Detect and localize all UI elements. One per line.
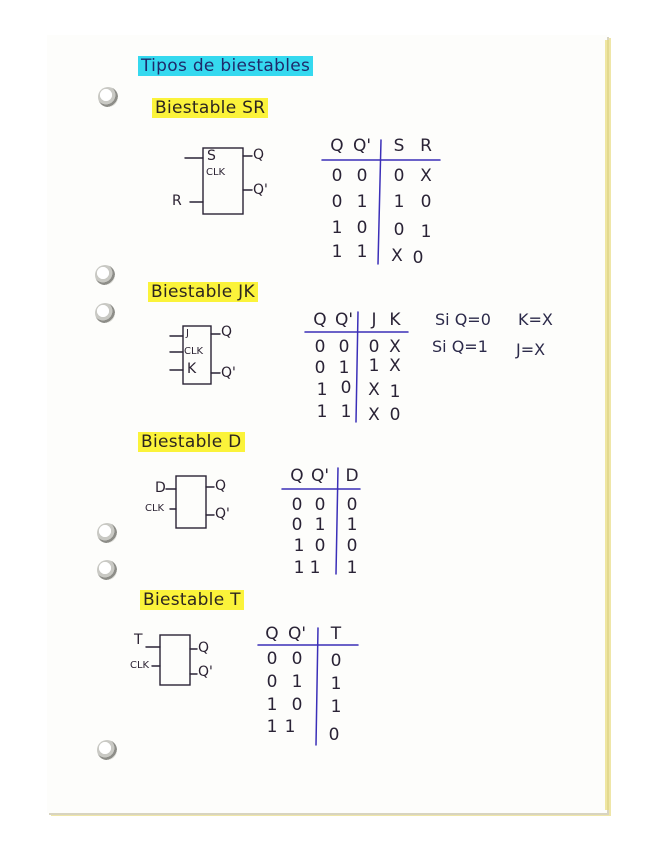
sr-cell: X [391, 246, 403, 266]
d-header: Q' [310, 466, 330, 486]
t-output-qn: Q' [198, 664, 213, 680]
sr-cell: 0 [331, 166, 343, 186]
d-flipflop-box [176, 476, 206, 528]
jk-cell: 1 [368, 356, 380, 376]
jk-cell: X [368, 405, 380, 425]
d-output-qn: Q' [215, 506, 230, 522]
sr-input-s: S [207, 148, 216, 164]
jk-cell: 1 [316, 380, 328, 400]
jk-header: Q [313, 310, 327, 330]
jk-header: J [371, 310, 377, 330]
sr-cell: 1 [331, 218, 343, 238]
sr-cell: 0 [356, 218, 368, 238]
t-flipflop-box [160, 635, 190, 685]
t-cell: 1 [266, 717, 278, 737]
section-title-sr: Biestable SR [152, 98, 268, 118]
jk-header: Q' [334, 310, 354, 330]
jk-cell: 0 [314, 358, 326, 378]
t-cell: 0 [330, 651, 342, 671]
jk-cell: 0 [389, 405, 401, 425]
jk-cell: 1 [338, 358, 350, 378]
sr-table-vline [378, 140, 381, 264]
jk-output-q: Q [221, 324, 233, 340]
jk-cell: 0 [340, 378, 352, 398]
d-cell: 1 [293, 536, 305, 556]
d-cell: 1 [346, 558, 358, 578]
d-cell: 0 [346, 536, 358, 556]
d-table-vline [336, 468, 338, 574]
sr-cell: 1 [356, 192, 368, 212]
jk-cell: 1 [316, 402, 328, 422]
d-cell: 0 [291, 495, 303, 515]
d-header: Q [290, 466, 304, 486]
t-cell: 0 [266, 672, 278, 692]
t-output-q: Q [198, 640, 210, 656]
d-cell: 0 [346, 495, 358, 515]
sr-cell: 0 [356, 166, 368, 186]
t-header: Q [265, 624, 279, 644]
sr-header: R [420, 136, 432, 156]
t-header: T [330, 624, 342, 644]
jk-note-cond: Si Q=1 [432, 337, 488, 356]
sr-cell: 0 [331, 192, 343, 212]
sr-cell: 0 [393, 220, 405, 240]
sr-header: S [393, 136, 405, 156]
sr-header: Q' [352, 136, 372, 156]
jk-note-cond: Si Q=0 [435, 310, 491, 329]
jk-cell: 0 [338, 337, 350, 357]
d-cell: 0 [314, 536, 326, 556]
jk-header: K [389, 310, 401, 330]
sr-input-clk: CLK [206, 167, 226, 178]
jk-cell: X [389, 356, 401, 376]
sr-cell: X [420, 166, 432, 186]
d-output-q: Q [215, 478, 227, 494]
sr-cell: 1 [420, 222, 432, 242]
page-title: Tipos de biestables [138, 56, 313, 76]
jk-cell: 1 [340, 402, 352, 422]
t-input-t: T [134, 632, 143, 648]
sr-cell: 0 [412, 248, 424, 268]
jk-cell: 0 [368, 337, 380, 357]
d-cell: 1 [309, 558, 321, 578]
jk-cell: X [368, 380, 380, 400]
sr-cell: 1 [356, 242, 368, 262]
t-cell: 0 [266, 649, 278, 669]
t-cell: 1 [266, 695, 278, 715]
d-cell: 1 [293, 558, 305, 578]
jk-note-result: K=X [518, 310, 553, 329]
sr-output-qn: Q' [253, 182, 268, 198]
t-cell: 1 [284, 717, 296, 737]
sr-header: Q [330, 136, 344, 156]
t-cell: 1 [330, 674, 342, 694]
jk-output-qn: Q' [221, 365, 236, 381]
d-cell: 0 [291, 515, 303, 535]
sr-cell: 0 [393, 166, 405, 186]
jk-cell: 1 [389, 382, 401, 402]
jk-input-k: K [187, 361, 197, 377]
d-cell: 1 [314, 515, 326, 535]
d-cell: 1 [346, 515, 358, 535]
sr-cell: 0 [420, 192, 432, 212]
t-cell: 0 [291, 649, 303, 669]
t-cell: 1 [330, 697, 342, 717]
t-cell: 0 [291, 695, 303, 715]
sr-cell: 1 [393, 192, 405, 212]
d-cell: 0 [314, 495, 326, 515]
jk-cell: 0 [314, 337, 326, 357]
sr-input-r: R [172, 193, 182, 209]
section-title-jk: Biestable JK [148, 282, 258, 302]
jk-input-j: J [186, 328, 189, 339]
section-title-t: Biestable T [140, 590, 244, 610]
t-header: Q' [287, 624, 307, 644]
d-input-clk: CLK [145, 503, 165, 514]
t-cell: 0 [328, 725, 340, 745]
sr-cell: 1 [331, 242, 343, 262]
jk-note-result: J=X [516, 340, 546, 359]
jk-input-clk: CLK [184, 346, 204, 357]
d-header: D [345, 466, 359, 486]
jk-cell: X [389, 337, 401, 357]
sr-output-q: Q [253, 147, 265, 163]
t-input-clk: CLK [130, 660, 150, 671]
section-title-d: Biestable D [138, 432, 245, 452]
d-input-d: D [155, 480, 166, 496]
t-cell: 1 [291, 672, 303, 692]
jk-table-vline [356, 312, 358, 422]
